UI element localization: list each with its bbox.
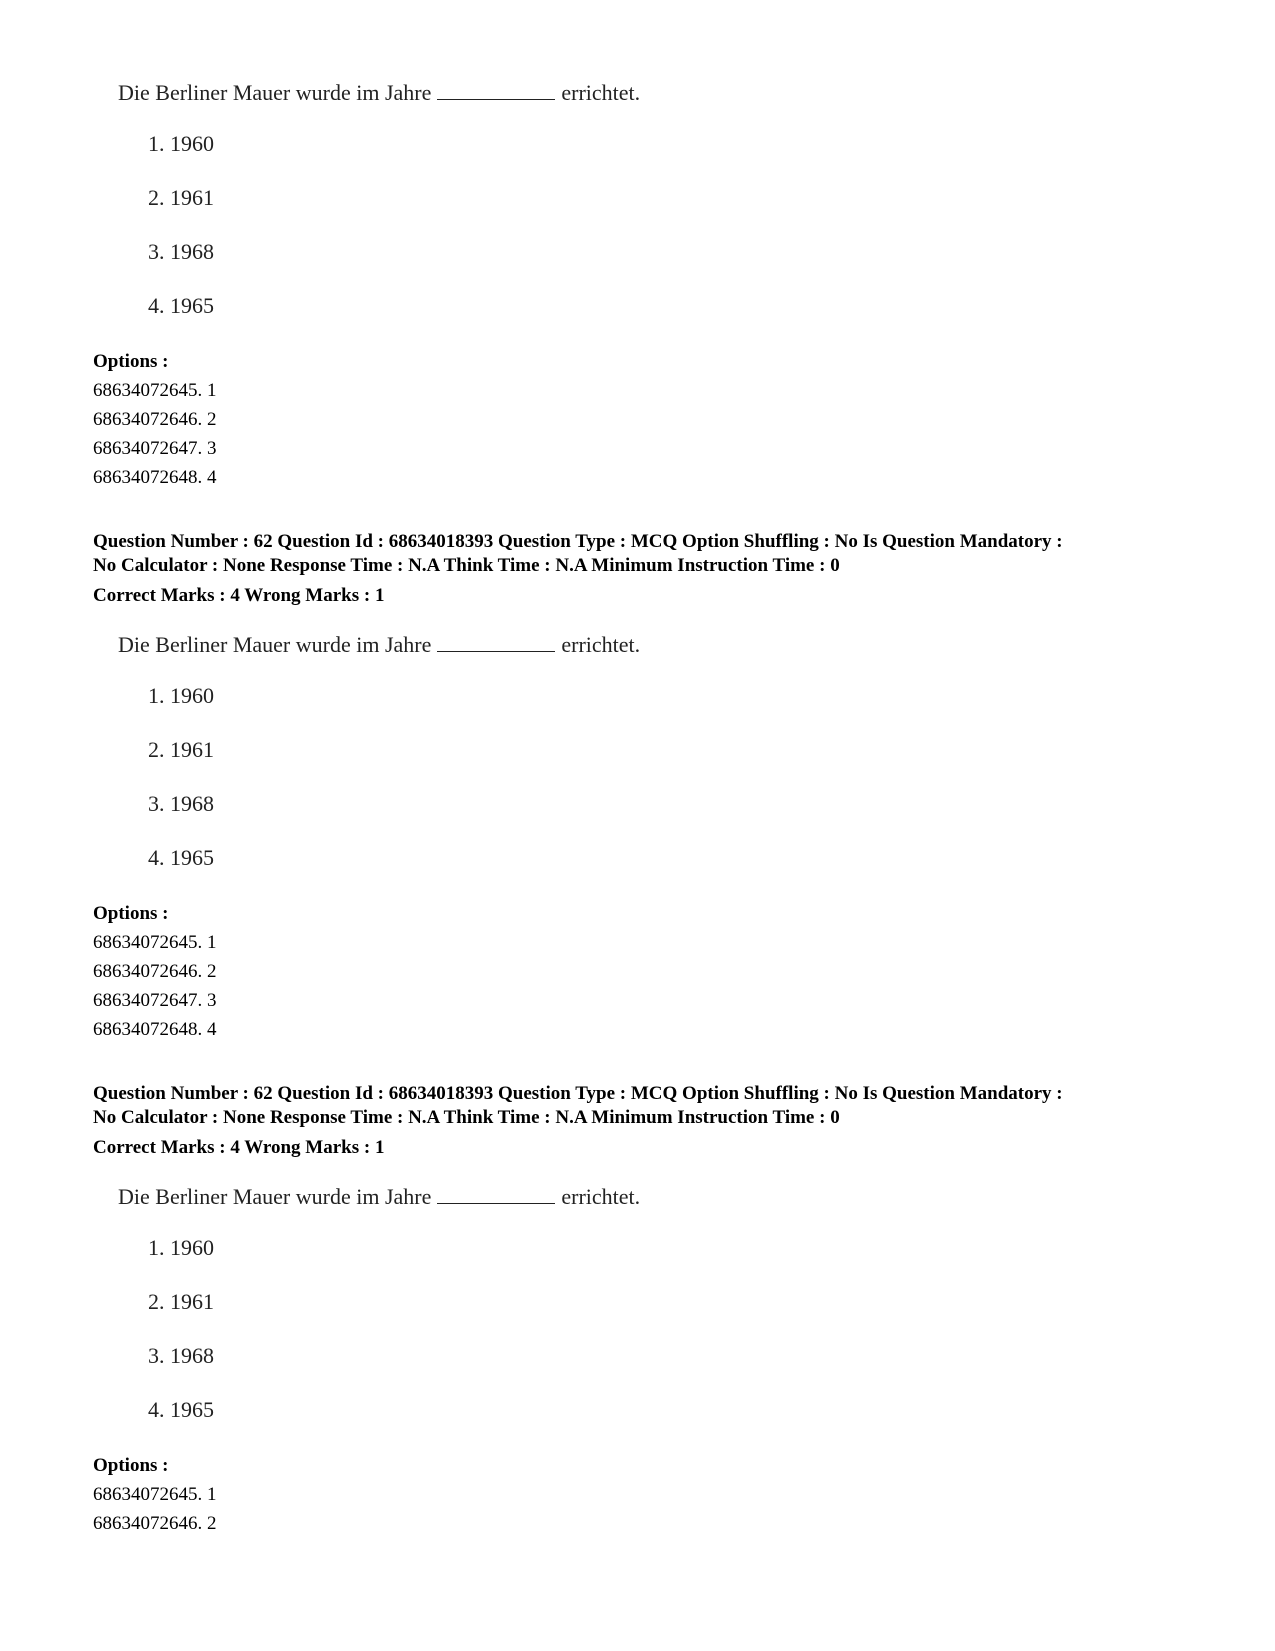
question-stem — [118, 1182, 640, 1212]
choice-item: 3. 1968 — [148, 1343, 214, 1368]
question-stem — [118, 78, 640, 108]
choice-item: 3. 1968 — [148, 791, 214, 816]
option-line: 68634072646. 2 — [93, 1513, 217, 1534]
fill-in-blank — [437, 633, 555, 652]
choice-item: 4. 1965 — [148, 293, 214, 318]
question-header-line-1: Question Number : 62 Question Id : 68634018393 Question Type : MCQ Option Shuffling : No Is Question Mandatory : — [93, 531, 1063, 552]
stem-text-before: Die Berliner Mauer wurde im Jahre — [118, 1184, 432, 1209]
option-line: 68634072645. 1 — [93, 932, 217, 953]
question-header — [93, 530, 1213, 578]
option-line: 68634072647. 3 — [93, 990, 217, 1011]
choice-item: 4. 1965 — [148, 845, 214, 870]
choice-item: 3. 1968 — [148, 239, 214, 264]
marks-line: Correct Marks : 4 Wrong Marks : 1 — [93, 1137, 385, 1158]
choice-item: 1. 1960 — [148, 1235, 214, 1260]
option-line: 68634072648. 4 — [93, 1019, 217, 1040]
stem-text-after: errichtet. — [561, 632, 641, 657]
option-line: 68634072647. 3 — [93, 438, 217, 459]
choice-item: 1. 1960 — [148, 131, 214, 156]
option-line: 68634072648. 4 — [93, 467, 217, 488]
question-header-line-1: Question Number : 62 Question Id : 68634018393 Question Type : MCQ Option Shuffling : No Is Question Mandatory : — [93, 1083, 1063, 1104]
marks-line: Correct Marks : 4 Wrong Marks : 1 — [93, 585, 385, 606]
fill-in-blank — [437, 1185, 555, 1204]
choice-item: 2. 1961 — [148, 737, 214, 762]
choice-item: 2. 1961 — [148, 185, 214, 210]
choice-item: 1. 1960 — [148, 683, 214, 708]
question-stem — [118, 630, 640, 660]
question-header-line-2: No Calculator : None Response Time : N.A Think Time : N.A Minimum Instruction Time : 0 — [93, 1107, 840, 1128]
options-label: Options : — [93, 903, 169, 924]
option-line: 68634072645. 1 — [93, 380, 217, 401]
option-line: 68634072646. 2 — [93, 409, 217, 430]
option-line: 68634072645. 1 — [93, 1484, 217, 1505]
question-header-line-2: No Calculator : None Response Time : N.A Think Time : N.A Minimum Instruction Time : 0 — [93, 555, 840, 576]
stem-text-after: errichtet. — [561, 1184, 641, 1209]
choice-item: 2. 1961 — [148, 1289, 214, 1314]
stem-text-before: Die Berliner Mauer wurde im Jahre — [118, 632, 432, 657]
options-label: Options : — [93, 1455, 169, 1476]
fill-in-blank — [437, 81, 555, 100]
question-header — [93, 1082, 1213, 1130]
stem-text-before: Die Berliner Mauer wurde im Jahre — [118, 80, 432, 105]
option-line: 68634072646. 2 — [93, 961, 217, 982]
choice-item: 4. 1965 — [148, 1397, 214, 1422]
stem-text-after: errichtet. — [561, 80, 641, 105]
options-label: Options : — [93, 351, 169, 372]
